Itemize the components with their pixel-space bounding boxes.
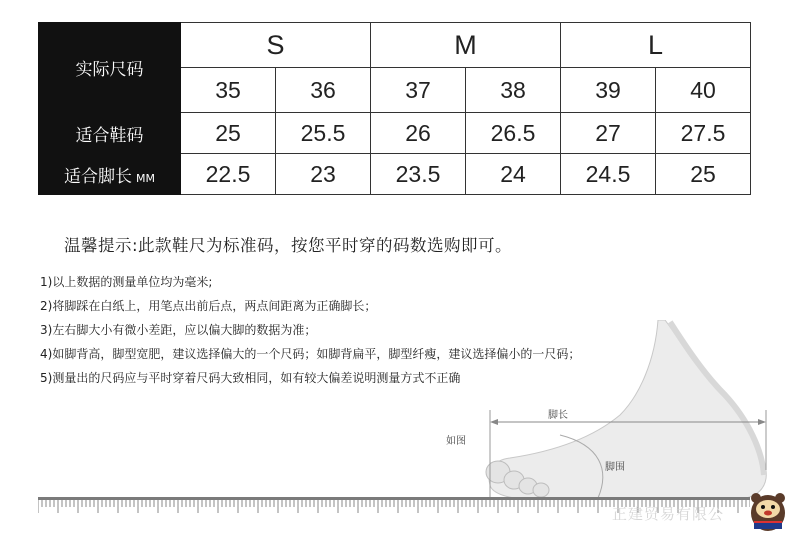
- fit-shoe-cell: 27.5: [656, 113, 751, 154]
- size-s: S: [181, 23, 371, 68]
- fit-shoe-cell: 26: [371, 113, 466, 154]
- actual-size-cell: 35: [181, 68, 276, 113]
- note-item: 4)如脚背高，脚型宽肥，建议选择偏大的一个尺码；如脚背扁平，脚型纤瘦，建议选择偏小的一尺码；: [40, 347, 581, 361]
- ruler-edge: [38, 497, 750, 500]
- fit-foot-header: [39, 154, 181, 195]
- actual-size-cell: 38: [466, 68, 561, 113]
- fit-shoe-row: [39, 113, 751, 154]
- foot-measurement-illustration: [430, 320, 780, 500]
- foot-outline: [489, 320, 766, 499]
- fit-foot-cell: 25: [656, 154, 751, 195]
- size-m: M: [371, 23, 561, 68]
- note-item: 1)以上数据的测量单位均为毫米;: [40, 275, 213, 289]
- fit-foot-cell: 24.5: [561, 154, 656, 195]
- label-girth: 脚围: [605, 462, 625, 473]
- fit-foot-unit: MM: [136, 171, 155, 185]
- size-chart-table: [38, 22, 751, 195]
- actual-size-cell: 39: [561, 68, 656, 113]
- note-item: 3)左右脚大小有微小差距，应以偏大脚的数据为准；: [40, 323, 317, 337]
- fit-foot-cell: 23.5: [371, 154, 466, 195]
- fit-foot-cell: 22.5: [181, 154, 276, 195]
- fit-shoe-cell: 25.5: [276, 113, 371, 154]
- size-l: L: [561, 23, 751, 68]
- label-as-shown: 如图: [446, 436, 466, 447]
- actual-size-cell: 40: [656, 68, 751, 113]
- toe-shape: [533, 483, 549, 497]
- label-length: 脚长: [548, 410, 568, 421]
- actual-size-header: 实际尺码: [39, 23, 181, 113]
- shopping-tip: 温馨提示:此款鞋尺为标准码，按您平时穿的码数选购即可。: [64, 236, 513, 255]
- actual-size-cell: 37: [371, 68, 466, 113]
- size-letter-row: [39, 23, 751, 68]
- mascot-logo: [748, 483, 788, 533]
- note-item: 2)将脚踩在白纸上，用笔点出前后点，两点间距离为正确脚长；: [40, 299, 377, 313]
- arrow-left: [490, 419, 498, 425]
- note-item: 5)测量出的尺码应与平时穿着尺码大致相同，如有较大偏差说明测量方式不正确: [40, 371, 461, 385]
- arrow-right: [758, 419, 766, 425]
- fit-shoe-cell: 25: [181, 113, 276, 154]
- fit-foot-cell: 24: [466, 154, 561, 195]
- fit-shoe-header: 适合鞋码: [39, 113, 181, 154]
- fit-foot-cell: 23: [276, 154, 371, 195]
- fit-foot-label: 适合脚长: [64, 166, 132, 187]
- fit-shoe-cell: 27: [561, 113, 656, 154]
- fit-shoe-cell: 26.5: [466, 113, 561, 154]
- fit-foot-row: [39, 154, 751, 195]
- actual-size-cell: 36: [276, 68, 371, 113]
- watermark-text: 正建贸易有限公: [612, 505, 725, 523]
